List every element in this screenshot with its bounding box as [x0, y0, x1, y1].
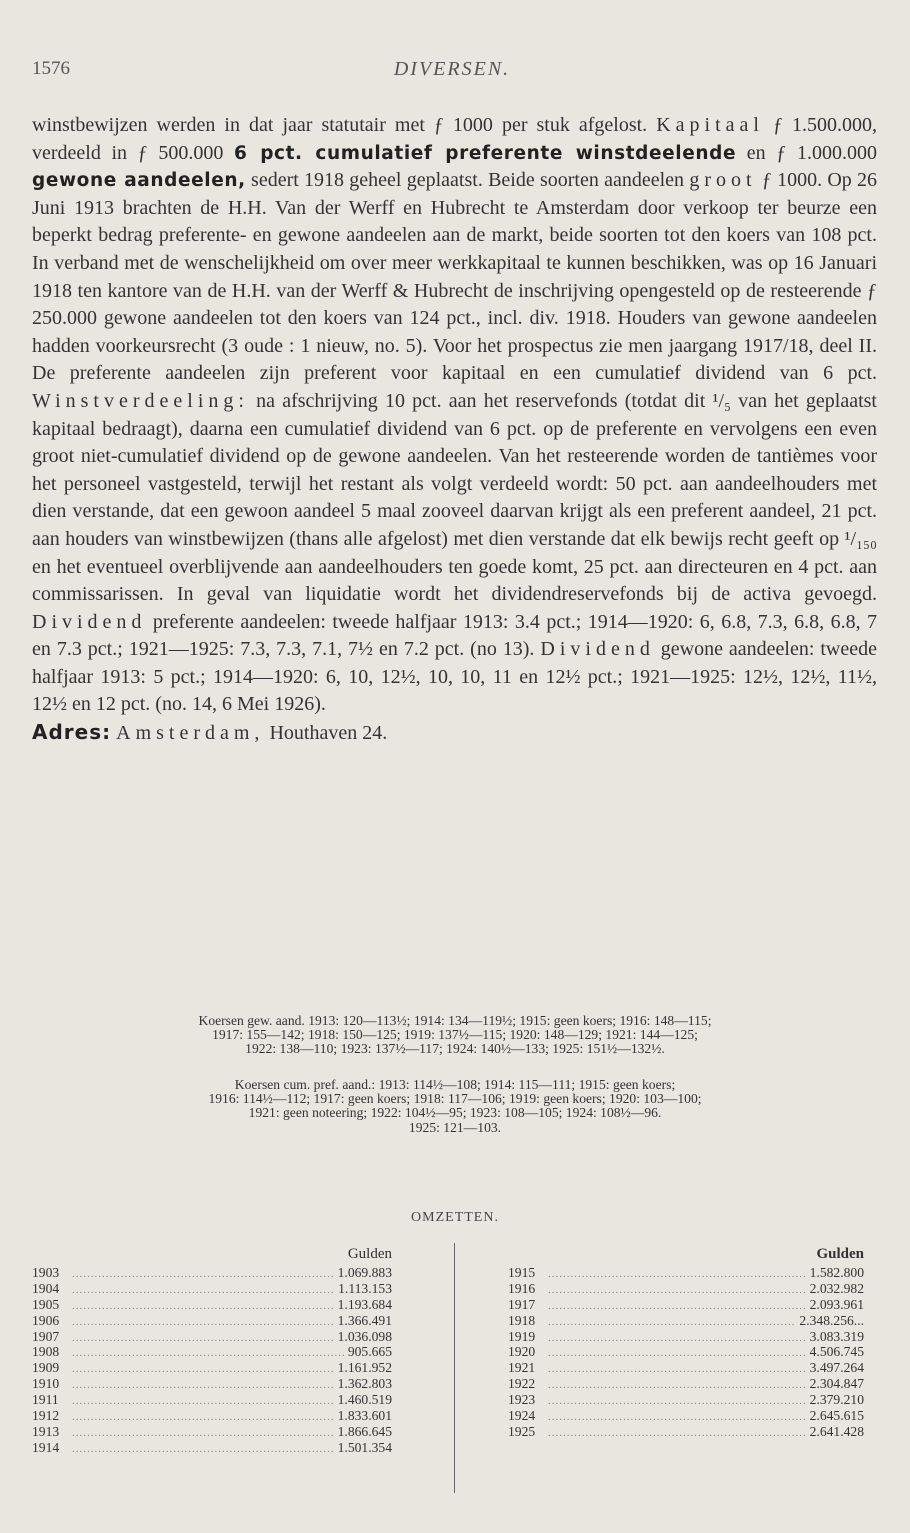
value-cell: 1.113.153	[338, 1280, 392, 1296]
value-cell: 1.193.684	[337, 1296, 392, 1312]
year-cell: 1906	[32, 1312, 60, 1328]
year-cell: 1908	[32, 1344, 60, 1360]
value-cell: 1.161.952	[337, 1360, 392, 1376]
spaced-term-dividend: Dividend	[540, 638, 655, 661]
leader-dots	[548, 1299, 806, 1315]
leader-dots	[72, 1346, 344, 1362]
adres-label: Adres:	[32, 720, 112, 745]
year-cell: 1923	[508, 1392, 536, 1408]
table-row	[508, 1344, 864, 1360]
year-cell: 1903	[32, 1265, 60, 1280]
spaced-term-kapitaal: Kapitaal	[656, 114, 764, 136]
value-cell: 2.032.982	[809, 1280, 864, 1296]
year-cell: 1915	[508, 1265, 536, 1280]
quote-line: 1921: geen noteering; 1922: 104½—95; 1923: 108—105; 1924: 108½—96.	[248, 1105, 662, 1121]
year-cell: 1909	[32, 1360, 60, 1376]
value-cell: 1.460.519	[337, 1392, 392, 1408]
omzetten-title: OMZETTEN.	[411, 1210, 499, 1225]
table-row	[508, 1360, 864, 1376]
quote-line: Koersen cum. pref. aand.: 1913: 114½—108; 1914: 115—111; 1915: geen koers;	[234, 1077, 676, 1092]
leader-dots	[548, 1378, 806, 1394]
value-cell: 1.582.800	[809, 1265, 864, 1280]
table-row	[32, 1408, 392, 1424]
value-cell: 1.833.601	[337, 1408, 392, 1424]
value-cell: 2.348.256...	[799, 1312, 864, 1328]
spaced-term-dividend: Dividend	[32, 610, 147, 633]
bold-term-gewone: gewone aandeelen,	[32, 170, 246, 192]
text-run: en ƒ 1.000.000	[746, 141, 877, 164]
column-header: Gulden	[347, 1246, 392, 1262]
leader-dots	[72, 1299, 334, 1315]
body-paragraph	[32, 112, 877, 748]
page-header	[32, 58, 872, 92]
table-row	[508, 1408, 864, 1424]
leader-dots	[548, 1283, 806, 1299]
table-row	[508, 1297, 864, 1313]
value-cell: 4.506.745	[809, 1344, 864, 1360]
table-row	[32, 1392, 392, 1408]
spaced-term-groot: groot	[689, 169, 757, 192]
year-cell: 1921	[508, 1360, 536, 1376]
table-row	[32, 1265, 392, 1281]
value-cell: 3.083.319	[809, 1328, 864, 1344]
table-row	[508, 1281, 864, 1297]
table-row	[32, 1376, 392, 1392]
omzetten-right-column	[508, 1243, 864, 1440]
leader-dots	[72, 1283, 334, 1299]
leader-dots	[72, 1378, 334, 1394]
leader-dots	[548, 1362, 806, 1378]
year-cell: 1919	[508, 1328, 536, 1344]
year-cell: 1914	[32, 1439, 60, 1455]
year-cell: 1904	[32, 1280, 60, 1296]
leader-dots	[72, 1394, 334, 1410]
leader-dots	[548, 1346, 806, 1362]
quotes-pref-aandeelen	[40, 1078, 870, 1135]
table-row	[508, 1376, 864, 1392]
year-cell: 1917	[508, 1296, 536, 1312]
value-cell: 2.304.847	[809, 1376, 864, 1392]
leader-dots	[548, 1394, 806, 1410]
bold-term-preferente: 6 pct. cumulatief preferente winstdeelende	[234, 142, 737, 164]
quote-line: 1916: 114½—112; 1917: geen koers; 1918: 117—106; 1919: geen koers; 1920: 103—100;	[208, 1091, 702, 1107]
table-row	[508, 1265, 864, 1281]
value-cell: 2.093.961	[809, 1296, 864, 1312]
leader-dots	[72, 1442, 334, 1458]
year-cell: 1922	[508, 1376, 536, 1392]
page-number: 1576	[32, 58, 70, 79]
leader-dots	[548, 1426, 806, 1442]
leader-dots	[548, 1331, 806, 1347]
year-cell: 1920	[508, 1344, 536, 1360]
table-row	[508, 1424, 864, 1440]
quote-line: 1925: 121—103.	[408, 1119, 502, 1135]
leader-dots	[72, 1331, 334, 1347]
leader-dots	[72, 1426, 334, 1442]
value-cell: 905.665	[347, 1344, 392, 1360]
value-cell: 1.366.491	[337, 1312, 392, 1328]
leader-dots	[72, 1267, 334, 1283]
leader-dots	[72, 1315, 334, 1331]
text-run: preferente aandeelen: tweede halfjaar 1913: 3.4 pct.; 1914—1920: 6, 6.8, 7.3, 6.8, 6.8, 7 en 7.3 pct.; 1921—1925: 7.3, 7.3, 7.1, 7½ en 7.2 pct. (no 13).	[32, 610, 878, 661]
table-row	[32, 1281, 392, 1297]
table-row	[32, 1313, 392, 1329]
leader-dots	[72, 1362, 334, 1378]
quote-line: 1922: 138—110; 1923: 137½—117; 1924: 140½—133; 1925: 151½—132½.	[245, 1041, 665, 1057]
year-cell: 1910	[32, 1376, 60, 1392]
value-cell: 1.036.098	[337, 1328, 392, 1344]
leader-dots	[72, 1410, 334, 1426]
quote-line: Koersen gew. aand. 1913: 120—113½; 1914: 134—119½; 1915: geen koers; 1916: 148—115;	[198, 1013, 712, 1028]
value-cell: 2.379.210	[809, 1392, 864, 1408]
table-row	[508, 1392, 864, 1408]
text-run: na afschrijving 10 pct. aan het reservefonds (totdat dit ¹/₅ van het geplaatst kapitaal bedraagt), daarna een cumulatief dividend van 6 pct. op de preferente en vervolgens een even groot niet-cumulatief dividend op de gewone aandeelen. Van het resteerende worden de tantièmes voor het personeel vastgesteld, terwijl het restant als volgt verdeeld wordt: 50 pct. aan aandeelhouders met dien verstande, dat een gewoon aandeel 5 maal zooveel daarvan krijgt als een preferent aandeel, 21 pct. aan houders van winstbewijzen (thans alle afgelost) met dien verstande dat elk bewijs recht geeft op ¹/₁₅₀ en het eventueel overblijvende aan aandeelhouders ten goede komt, 25 pct. aan directeuren en 4 pct. aan commissarissen. In geval van liquidatie wordt het dividendreservefonds bij de activa gevoegd.	[32, 389, 877, 606]
table-row	[32, 1329, 392, 1345]
year-cell: 1924	[508, 1408, 536, 1424]
running-title: DIVERSEN.	[393, 58, 511, 80]
value-cell: 1.501.354	[337, 1439, 392, 1455]
column-header: Gulden	[816, 1246, 864, 1262]
year-cell: 1911	[32, 1392, 59, 1408]
leader-dots	[548, 1267, 806, 1283]
value-cell: 1.362.803	[337, 1376, 392, 1392]
value-cell: 2.641.428	[809, 1423, 864, 1439]
value-cell: 2.645.615	[809, 1408, 864, 1424]
text-run: gewone aandeelen: tweede halfjaar 1913: 5 pct.; 1914—1920: 6, 10, 12½, 10, 10, 11 en 12½ pct.; 1921—1925: 12½, 12½, 11½, 12½ en 12 pct. (no. 14, 6 Mei 1926).	[32, 638, 878, 716]
table-row	[508, 1313, 864, 1329]
text-run: ƒ 1000. Op 26 Juni 1913 brachten de H.H. Van der Werff en Hubrecht te Amsterdam door verkoop ter beurze een beperkt bedrag preferente- en gewone aandeelen aan de markt, beide soorten tot den koers van 108 pct. In verband met de wenschelijkheid om over meer werkkapitaal te kunnen beschikken, was op 16 Januari 1918 ten kantore van de H.H. van der Werff & Hubrecht de inschrijving opengesteld op de resteerende ƒ 250.000 gewone aandeelen tot den koers van 124 pct., incl. div. 1918. Houders van gewone aandeelen hadden voorkeursrecht (3 oude : 1 nieuw, no. 5). Voor het prospectus zie men jaargang 1917/18, deel II. De preferente aandeelen zijn preferent voor kapitaal en een cumulatief dividend van 6 pct.	[32, 169, 878, 385]
quote-line: 1917: 155—142; 1918: 150—125; 1919: 137½—115; 1920: 148—129; 1921: 144—125;	[212, 1027, 698, 1043]
text-run: ƒ 1.500.000, verdeeld in ƒ 500.000	[32, 114, 878, 164]
value-cell: 3.497.264	[809, 1360, 864, 1376]
year-cell: 1907	[32, 1328, 60, 1344]
year-cell: 1925	[508, 1423, 536, 1439]
year-cell: 1905	[32, 1296, 60, 1312]
omzetten-left-column	[32, 1243, 392, 1456]
table-row	[32, 1344, 392, 1360]
table-row	[32, 1297, 392, 1313]
year-cell: 1913	[32, 1423, 60, 1439]
year-cell: 1918	[508, 1312, 536, 1328]
text-run: winstbewijzen werden in dat jaar statutair met ƒ 1000 per stuk afgelost.	[32, 114, 648, 136]
leader-dots	[548, 1315, 795, 1331]
table-row	[508, 1329, 864, 1345]
column-divider	[454, 1243, 455, 1493]
adres-street: Houthaven 24.	[269, 722, 388, 745]
value-cell: 1.069.883	[337, 1265, 392, 1280]
quotes-gewone-aandeelen	[40, 1014, 870, 1057]
table-row	[32, 1424, 392, 1440]
value-cell: 1.866.645	[337, 1423, 392, 1439]
table-row	[32, 1360, 392, 1376]
leader-dots	[548, 1410, 806, 1426]
table-row	[32, 1440, 392, 1456]
adres-city: Amsterdam,	[116, 722, 265, 745]
spaced-term-winstverdeeling: Winstverdeeling:	[32, 389, 249, 412]
text-run: sedert 1918 geheel geplaatst. Beide soorten aandeelen	[251, 169, 685, 192]
year-cell: 1912	[32, 1408, 60, 1424]
year-cell: 1916	[508, 1280, 536, 1296]
